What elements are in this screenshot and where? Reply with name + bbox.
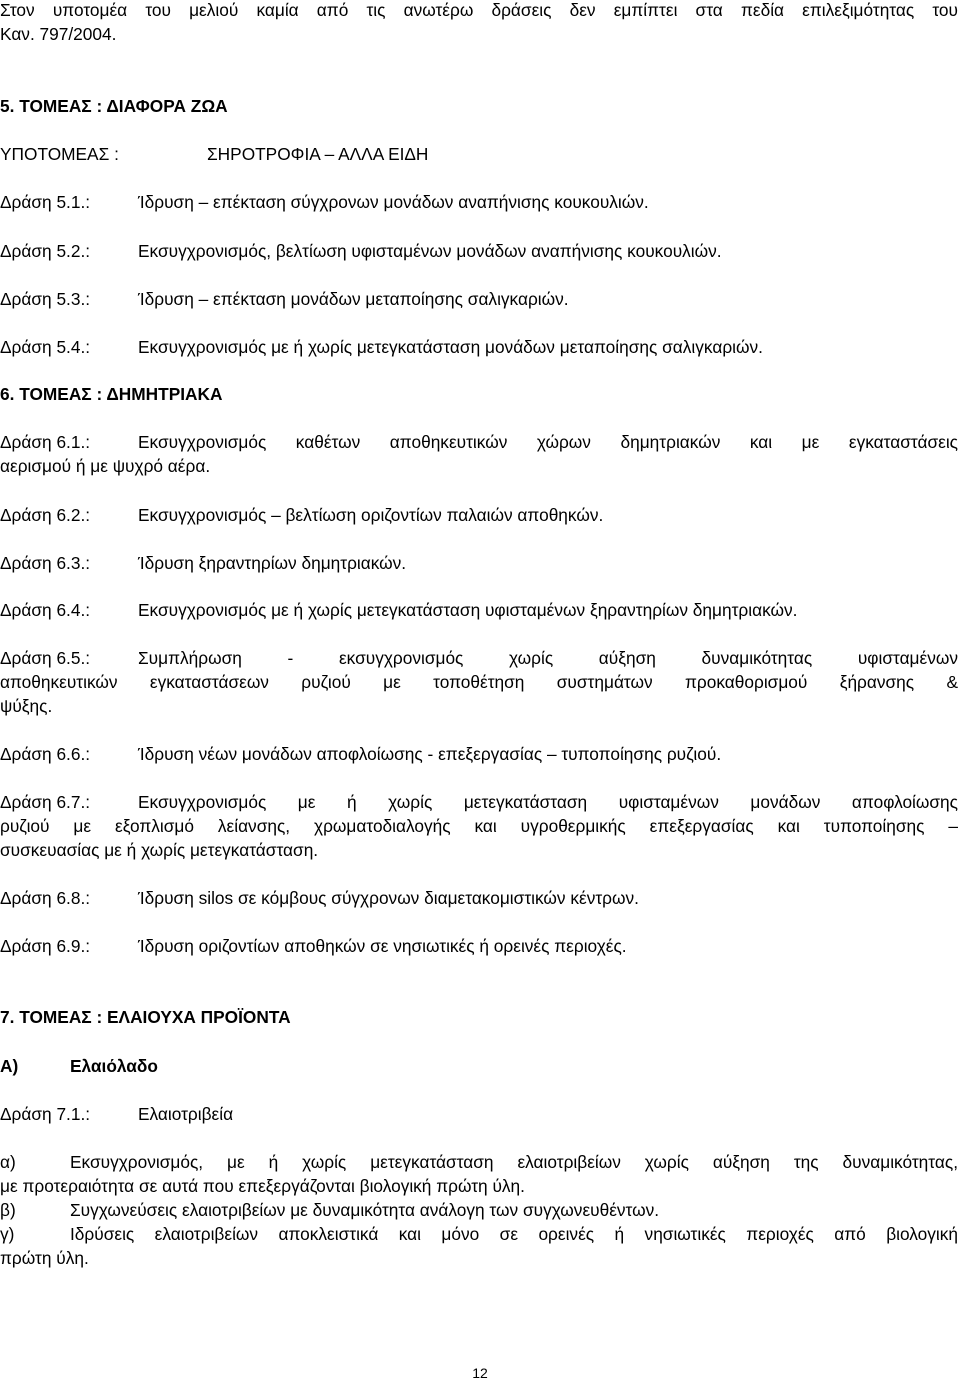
page-number: 12 xyxy=(472,1365,488,1381)
subsector-value: ΣΗΡΟΤΡΟΦΙΑ – ΑΛΛΑ ΕΙΔΗ xyxy=(207,144,429,164)
sector-7-heading: 7. ΤΟΜΕΑΣ : ΕΛΑΙΟΥΧΑ ΠΡΟΪΟΝΤΑ xyxy=(0,1007,291,1027)
item-text-cont: πρώτη ύλη. xyxy=(0,1248,89,1268)
item-text: Συγχωνεύσεις ελαιοτριβείων με δυναμικότητα ανάλογη των συγχωνευθέντων. xyxy=(70,1200,660,1220)
action-text-cont: αποθηκευτικών εγκαταστάσεων ρυζιού με τοποθέτηση συστημάτων προκαθορισμού ξήρανσης & xyxy=(0,672,958,692)
item-text-cont: με προτεραιότητα σε αυτά που επεξεργάζονται βιολογική πρώτη ύλη. xyxy=(0,1176,525,1196)
action-code: Δράση 6.6.: xyxy=(0,744,91,764)
item-label: α) xyxy=(0,1152,16,1172)
item-text: Εκσυγχρονισμός, με ή χωρίς μετεγκατάσταση ελαιοτριβείων χωρίς αύξηση της δυναμικότητας, xyxy=(70,1152,958,1172)
sector-6-heading: 6. ΤΟΜΕΑΣ : ΔΗΜΗΤΡΙΑΚΑ xyxy=(0,384,223,404)
action-code: Δράση 6.8.: xyxy=(0,888,91,908)
action-code: Δράση 5.2.: xyxy=(0,241,91,261)
action-text: Εκσυγχρονισμός με ή χωρίς μετεγκατάσταση μονάδων μεταποίησης σαλιγκαριών. xyxy=(138,337,763,357)
action-code: Δράση 5.3.: xyxy=(0,289,91,309)
action-code: Δράση 6.3.: xyxy=(0,553,91,573)
subheading-letter: Α) xyxy=(0,1056,19,1076)
item-label: β) xyxy=(0,1200,16,1220)
item-text: Ιδρύσεις ελαιοτριβείων αποκλειστικά και μόνο σε ορεινές ή νησιωτικές περιοχές από βιολογική xyxy=(70,1224,958,1244)
action-code: Δράση 6.4.: xyxy=(0,600,91,620)
action-text: Ελαιοτριβεία xyxy=(138,1104,234,1124)
action-code: Δράση 7.1.: xyxy=(0,1104,91,1124)
action-text: Ίδρυση νέων μονάδων αποφλοίωσης - επεξεργασίας – τυποποίησης ρυζιού. xyxy=(138,744,722,764)
subheading-title: Ελαιόλαδο xyxy=(70,1056,158,1076)
action-text: Ίδρυση – επέκταση μονάδων μεταποίησης σαλιγκαριών. xyxy=(138,289,569,309)
sector-5-heading: 5. ΤΟΜΕΑΣ : ΔΙΑΦΟΡΑ ΖΩΑ xyxy=(0,96,228,116)
action-text-cont: ρυζιού με εξοπλισμό λείανσης, χρωματοδιαλογής και υγροθερμικής επεξεργασίας και τυποποίησης – xyxy=(0,816,958,836)
action-code: Δράση 6.9.: xyxy=(0,936,91,956)
action-code: Δράση 6.7.: xyxy=(0,792,91,812)
action-text-cont: συσκευασίας με ή χωρίς μετεγκατάσταση. xyxy=(0,840,319,860)
intro-line-2: Καν. 797/2004. xyxy=(0,24,117,44)
action-code: Δράση 6.5.: xyxy=(0,648,91,668)
action-text: Ίδρυση ξηραντηρίων δημητριακών. xyxy=(138,553,407,573)
action-text: Εκσυγχρονισμός με ή χωρίς μετεγκατάσταση υφισταμένων μονάδων αποφλοίωσης xyxy=(138,792,958,812)
action-code: Δράση 5.4.: xyxy=(0,337,91,357)
action-text-cont: ψύξης. xyxy=(0,696,53,716)
action-code: Δράση 6.2.: xyxy=(0,505,91,525)
action-text: Συμπλήρωση - εκσυγχρονισμός χωρίς αύξηση δυναμικότητας υφισταμένων xyxy=(138,648,958,668)
intro-line-1: Στον υποτομέα του μελιού καμία από τις ανωτέρω δράσεις δεν εμπίπτει στα πεδία επιλεξιμότητας του xyxy=(0,0,958,20)
subsector-label: ΥΠΟΤΟΜΕΑΣ : xyxy=(0,144,119,164)
item-label: γ) xyxy=(0,1224,15,1244)
action-text: Εκσυγχρονισμός – βελτίωση οριζοντίων παλαιών αποθηκών. xyxy=(138,505,604,525)
action-text: Ίδρυση – επέκταση σύγχρονων μονάδων αναπήνισης κουκουλιών. xyxy=(138,192,649,212)
action-text: Ίδρυση silos σε κόμβους σύγχρονων διαμετακομιστικών κέντρων. xyxy=(138,888,639,908)
action-text-cont: αερισμού ή με ψυχρό αέρα. xyxy=(0,456,211,476)
action-text: Εκσυγχρονισμός, βελτίωση υφισταμένων μονάδων αναπήνισης κουκουλιών. xyxy=(138,241,722,261)
action-code: Δράση 5.1.: xyxy=(0,192,91,212)
action-text: Εκσυγχρονισμός με ή χωρίς μετεγκατάσταση υφισταμένων ξηραντηρίων δημητριακών. xyxy=(138,600,798,620)
action-text: Εκσυγχρονισμός καθέτων αποθηκευτικών χώρων δημητριακών και με εγκαταστάσεις xyxy=(138,432,958,452)
action-text: Ίδρυση οριζοντίων αποθηκών σε νησιωτικές ή ορεινές περιοχές. xyxy=(138,936,627,956)
action-code: Δράση 6.1.: xyxy=(0,432,91,452)
